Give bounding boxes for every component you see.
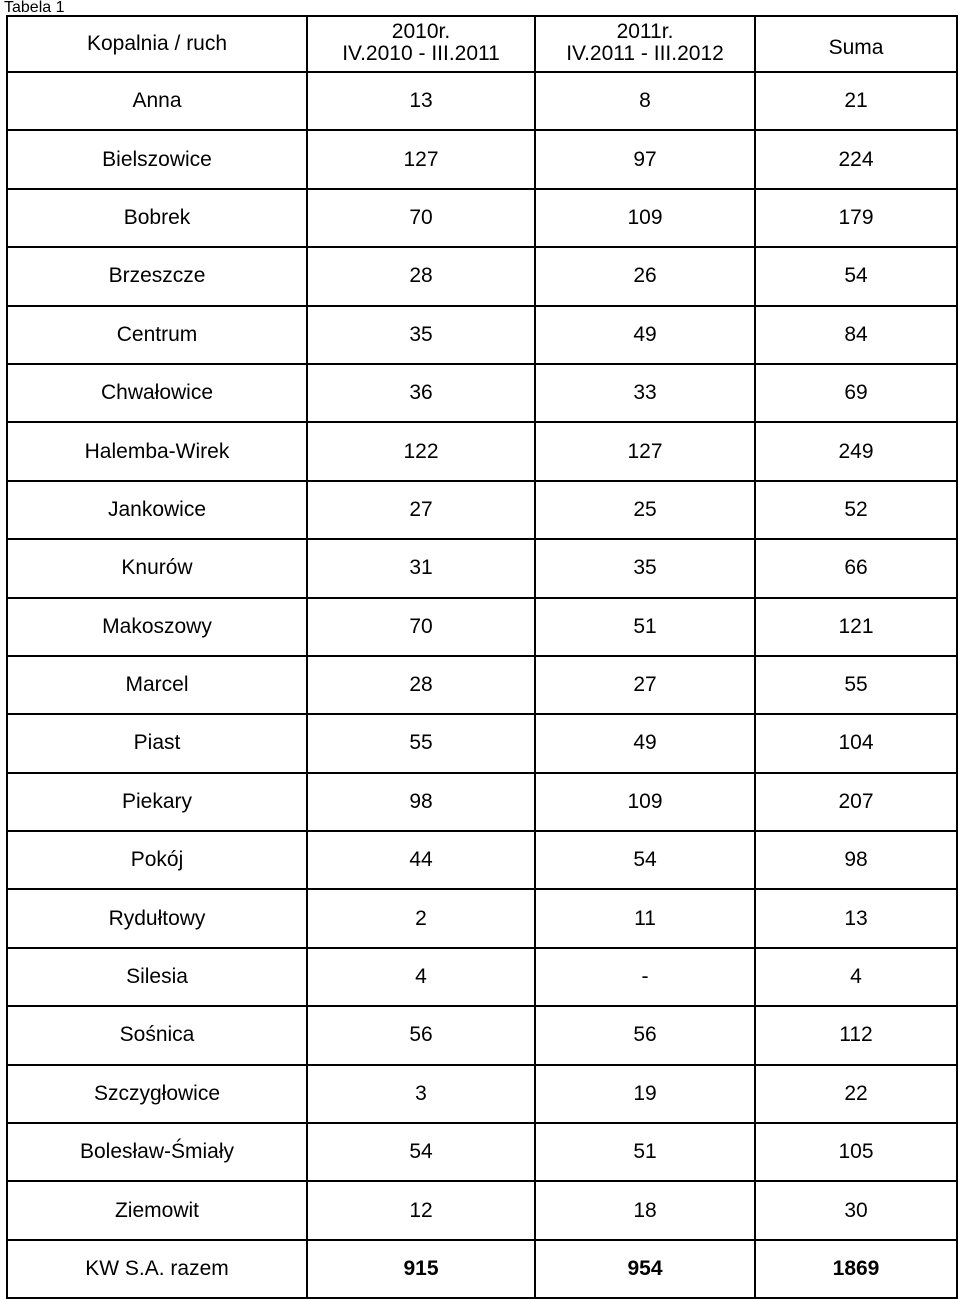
cell-sum: 52 (755, 481, 957, 539)
cell-2011: 27 (535, 656, 755, 714)
cell-2011: 33 (535, 364, 755, 422)
cell-2011: - (535, 948, 755, 1006)
cell-2011: 127 (535, 422, 755, 480)
table-row (7, 948, 957, 1006)
cell-2011: 49 (535, 714, 755, 772)
cell-mine: Centrum (7, 306, 307, 364)
cell-2010: 70 (307, 598, 535, 656)
cell-mine: Piast (7, 714, 307, 772)
table-row (7, 1181, 957, 1239)
cell-sum: 13 (755, 889, 957, 947)
cell-sum: 112 (755, 1006, 957, 1064)
header-2010-year: 2010r. (391, 20, 451, 43)
cell-mine: Anna (7, 72, 307, 130)
cell-sum: 66 (755, 539, 957, 597)
cell-2011: 25 (535, 481, 755, 539)
table-row (7, 598, 957, 656)
cell-mine: Bobrek (7, 189, 307, 247)
cell-mine: Halemba-Wirek (7, 422, 307, 480)
total-label: KW S.A. razem (7, 1240, 307, 1298)
cell-sum: 98 (755, 831, 957, 889)
cell-2010: 54 (307, 1123, 535, 1181)
table-row (7, 1123, 957, 1181)
table-row (7, 539, 957, 597)
table-row (7, 1065, 957, 1123)
cell-2010: 28 (307, 656, 535, 714)
cell-sum: 121 (755, 598, 957, 656)
cell-mine: Szczygłowice (7, 1065, 307, 1123)
header-2010-period: IV.2010 - III.2011 (342, 42, 500, 65)
cell-2010: 36 (307, 364, 535, 422)
cell-mine: Ziemowit (7, 1181, 307, 1239)
cell-2011: 109 (535, 189, 755, 247)
table-row (7, 714, 957, 772)
table-row (7, 656, 957, 714)
header-2010 (307, 16, 535, 72)
cell-mine: Bielszowice (7, 130, 307, 188)
cell-sum: 207 (755, 773, 957, 831)
cell-sum: 84 (755, 306, 957, 364)
cell-sum: 30 (755, 1181, 957, 1239)
cell-sum: 224 (755, 130, 957, 188)
cell-2010: 127 (307, 130, 535, 188)
cell-2010: 27 (307, 481, 535, 539)
cell-mine: Jankowice (7, 481, 307, 539)
table-row (7, 831, 957, 889)
cell-2011: 11 (535, 889, 755, 947)
header-2011-year: 2011r. (616, 20, 674, 43)
cell-sum: 179 (755, 189, 957, 247)
cell-mine: Silesia (7, 948, 307, 1006)
cell-2010: 70 (307, 189, 535, 247)
cell-mine: Marcel (7, 656, 307, 714)
cell-2010: 98 (307, 773, 535, 831)
table-row (7, 889, 957, 947)
header-mine: Kopalnia / ruch (7, 16, 307, 72)
table-row (7, 481, 957, 539)
cell-2011: 109 (535, 773, 755, 831)
cell-sum: 105 (755, 1123, 957, 1181)
cell-2011: 51 (535, 1123, 755, 1181)
cell-2011: 97 (535, 130, 755, 188)
cell-2011: 51 (535, 598, 755, 656)
table-caption: Tabela 1 (4, 0, 65, 16)
cell-mine: Brzeszcze (7, 247, 307, 305)
cell-sum: 54 (755, 247, 957, 305)
table-row (7, 773, 957, 831)
header-sum: Suma (755, 16, 957, 72)
cell-2010: 3 (307, 1065, 535, 1123)
cell-2011: 35 (535, 539, 755, 597)
cell-2010: 13 (307, 72, 535, 130)
cell-mine: Makoszowy (7, 598, 307, 656)
cell-mine: Rydułtowy (7, 889, 307, 947)
cell-2010: 55 (307, 714, 535, 772)
cell-2010: 28 (307, 247, 535, 305)
cell-2011: 8 (535, 72, 755, 130)
cell-sum: 21 (755, 72, 957, 130)
cell-mine: Bolesław-Śmiały (7, 1123, 307, 1181)
table-header-row (7, 16, 957, 72)
cell-mine: Knurów (7, 539, 307, 597)
total-sum: 1869 (755, 1240, 957, 1298)
cell-2010: 4 (307, 948, 535, 1006)
mines-table (6, 15, 958, 1299)
table-row (7, 130, 957, 188)
cell-2010: 31 (307, 539, 535, 597)
cell-mine: Chwałowice (7, 364, 307, 422)
cell-sum: 22 (755, 1065, 957, 1123)
cell-mine: Piekary (7, 773, 307, 831)
table-row (7, 364, 957, 422)
cell-2010: 44 (307, 831, 535, 889)
cell-mine: Sośnica (7, 1006, 307, 1064)
cell-mine: Pokój (7, 831, 307, 889)
table-total-row (7, 1240, 957, 1298)
total-2011: 954 (535, 1240, 755, 1298)
cell-2010: 12 (307, 1181, 535, 1239)
cell-2010: 2 (307, 889, 535, 947)
cell-2011: 54 (535, 831, 755, 889)
cell-2010: 35 (307, 306, 535, 364)
table-row (7, 1006, 957, 1064)
table-row (7, 422, 957, 480)
cell-sum: 55 (755, 656, 957, 714)
cell-2011: 19 (535, 1065, 755, 1123)
cell-2011: 26 (535, 247, 755, 305)
cell-2010: 122 (307, 422, 535, 480)
header-2011 (535, 16, 755, 72)
table-row (7, 306, 957, 364)
cell-2011: 49 (535, 306, 755, 364)
cell-2011: 56 (535, 1006, 755, 1064)
table-row (7, 189, 957, 247)
cell-sum: 4 (755, 948, 957, 1006)
cell-sum: 104 (755, 714, 957, 772)
cell-2011: 18 (535, 1181, 755, 1239)
cell-sum: 69 (755, 364, 957, 422)
cell-2010: 56 (307, 1006, 535, 1064)
table-row (7, 72, 957, 130)
cell-sum: 249 (755, 422, 957, 480)
total-2010: 915 (307, 1240, 535, 1298)
header-2011-period: IV.2011 - III.2012 (566, 42, 724, 65)
table-row (7, 247, 957, 305)
